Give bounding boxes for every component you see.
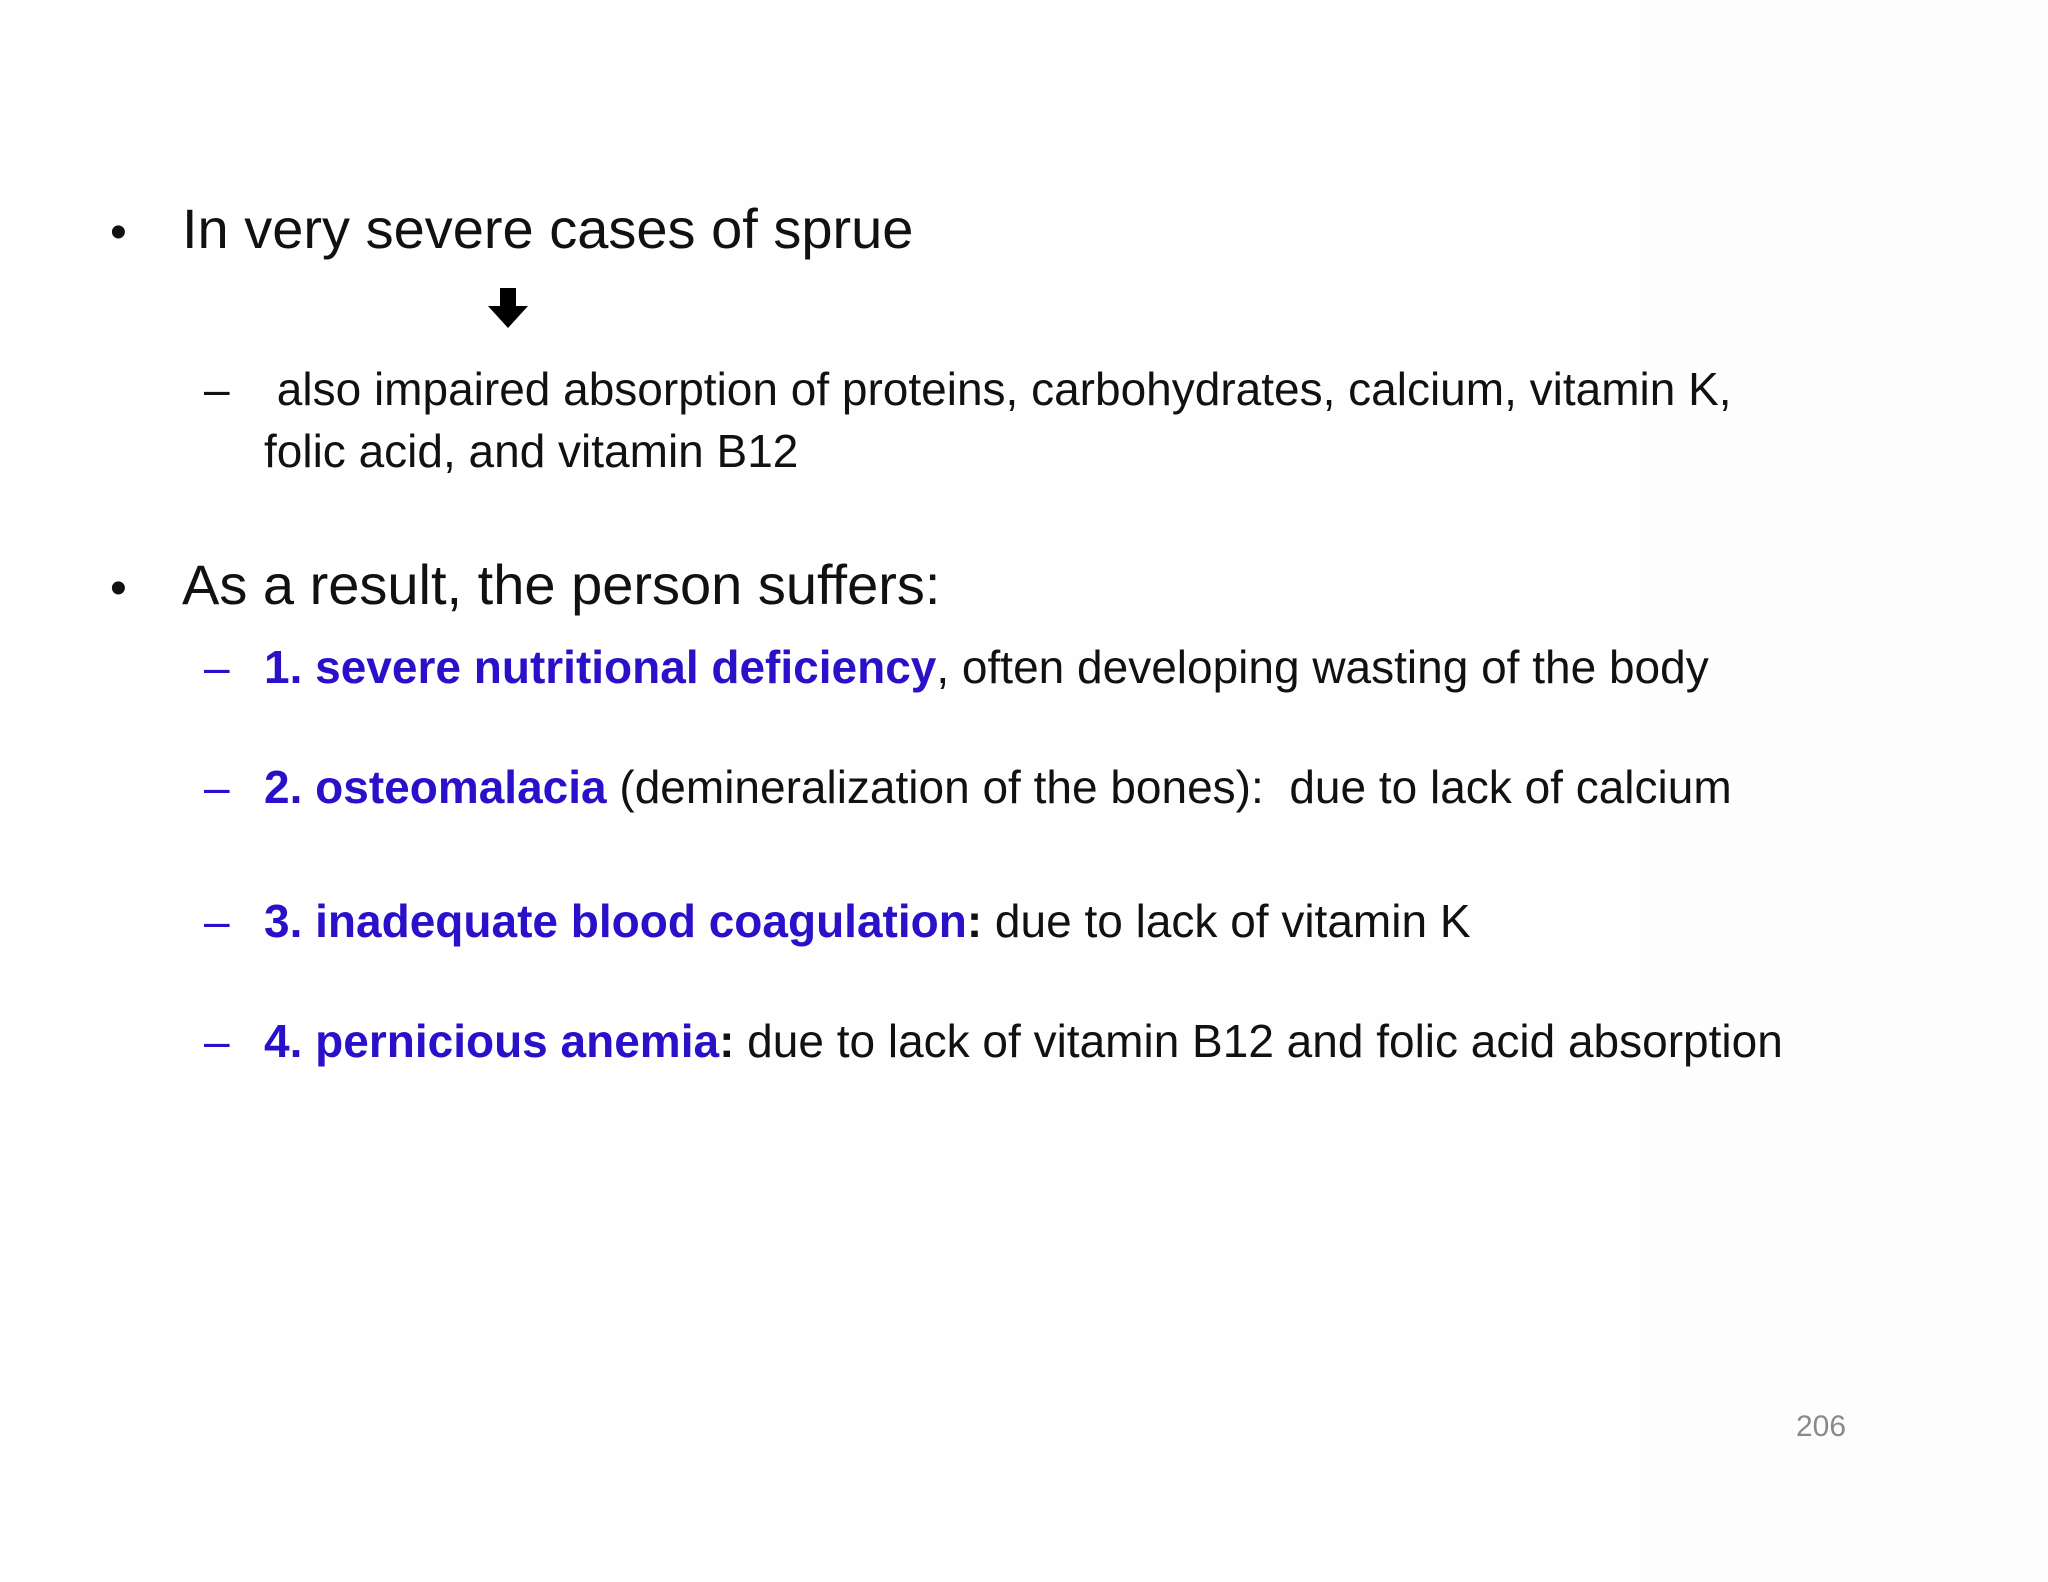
consequence-title: 1. severe nutritional deficiency: [264, 641, 937, 693]
down-arrow-icon: [486, 288, 530, 330]
bullet-marker: •: [110, 206, 127, 259]
consequence-detail: (demineralization of the bones): due to lack of calcium: [606, 761, 1732, 813]
sub-item-text: also impaired absorption of proteins, carbohydrates, calcium, vitamin K, folic acid, and vitamin B12: [264, 363, 1745, 477]
consequence-item-4: [204, 1010, 1783, 1072]
consequence-colon: :: [966, 895, 983, 947]
consequence-item-3: [204, 890, 1471, 952]
consequence-text: [264, 756, 1732, 818]
bullet-marker: •: [110, 562, 127, 615]
page-number: 206: [1796, 1410, 1847, 1443]
sub-marker: –: [204, 761, 230, 813]
consequence-item-1: [204, 636, 1709, 698]
consequence-title: 2. osteomalacia: [264, 761, 607, 813]
bullet-1: [110, 196, 913, 266]
consequence-colon: :: [719, 1015, 735, 1067]
sub-marker: –: [204, 895, 230, 947]
bullet-1-text: In very severe cases of sprue: [182, 197, 914, 260]
consequence-detail: due to lack of vitamin K: [982, 895, 1471, 947]
consequence-title: 4. pernicious anemia: [264, 1015, 720, 1067]
consequence-detail: due to lack of vitamin B12 and folic acid absorption: [734, 1015, 1783, 1067]
consequence-text: [264, 1010, 1783, 1072]
sub-item-impaired-absorption: [204, 358, 1824, 482]
sub-marker: –: [204, 1015, 230, 1067]
sub-marker: –: [204, 641, 230, 693]
consequence-text: [264, 890, 1471, 952]
consequence-text: [264, 636, 1709, 698]
consequence-item-2: [204, 756, 1732, 818]
bullet-2: [110, 552, 940, 622]
consequence-detail: , often developing wasting of the body: [936, 641, 1709, 693]
sub-marker: –: [204, 363, 230, 415]
consequence-title: 3. inadequate blood coagulation: [264, 895, 967, 947]
bullet-2-text: As a result, the person suffers:: [182, 553, 941, 616]
